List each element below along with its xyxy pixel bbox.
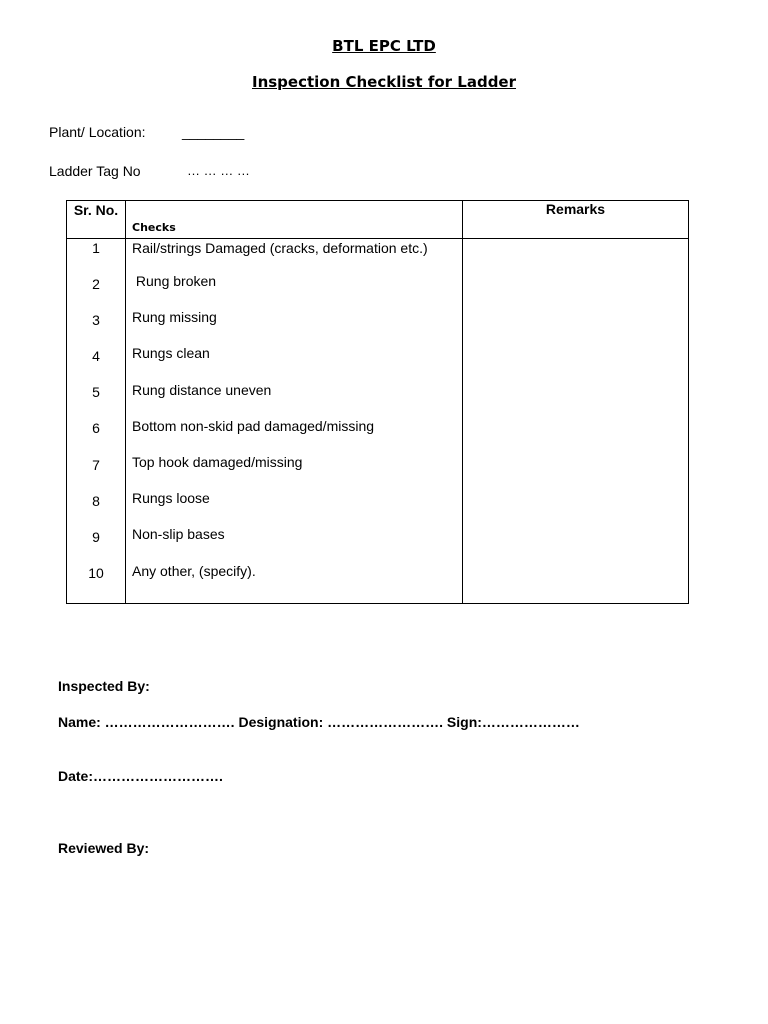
inspected-by-label: Inspected By: [58,678,150,694]
reviewed-by-label: Reviewed By: [58,840,150,856]
row-3-check: Rung missing [132,309,217,325]
row-7-check: Top hook damaged/missing [132,454,303,470]
row-4-check: Rungs clean [132,345,210,361]
remarks-column [463,239,689,604]
name-designation-sign-line: Name: ………………………. Designation: ……………………. Sign:………………… [58,714,580,730]
row-10-sr: 10 [88,565,104,581]
date-line: Date:………………………. [58,768,223,784]
row-8-check: Rungs loose [132,490,210,506]
row-5-sr: 5 [92,384,100,400]
checks-column [126,239,463,604]
header-remarks: Remarks [463,201,689,239]
row-7-sr: 7 [92,457,100,473]
row-9-sr: 9 [92,529,100,545]
plant-location-field [49,124,146,140]
row-10-check: Any other, (specify). [132,563,256,579]
row-2-check: Rung broken [132,273,217,289]
row-3-sr: 3 [92,312,100,328]
table-body-row [67,239,689,604]
ladder-tag-value: … … … … [187,163,250,178]
row-1-sr: 1 [92,240,100,256]
row-4-sr: 4 [92,348,100,364]
header-sr-no: Sr. No. [67,201,126,239]
document-title: Inspection Checklist for Ladder [251,73,517,91]
company-name: BTL EPC LTD [332,37,436,55]
header-checks: Checks [126,201,463,239]
row-6-sr: 6 [92,420,100,436]
row-1-check: Rail/strings Damaged (cracks, deformation etc.) [132,240,428,256]
plant-location-label: Plant/ Location: [49,124,146,140]
ladder-tag-label: Ladder Tag No [49,163,141,179]
row-2-sr: 2 [92,276,100,292]
row-9-check: Non-slip bases [132,526,225,542]
table-header-row [67,201,689,239]
sr-column [67,239,126,604]
row-8-sr: 8 [92,493,100,509]
row-6-check: Bottom non-skid pad damaged/missing [132,418,375,434]
checklist-table [66,200,689,604]
row-5-check: Rung distance uneven [132,382,272,398]
plant-location-value: ________ [182,124,245,140]
